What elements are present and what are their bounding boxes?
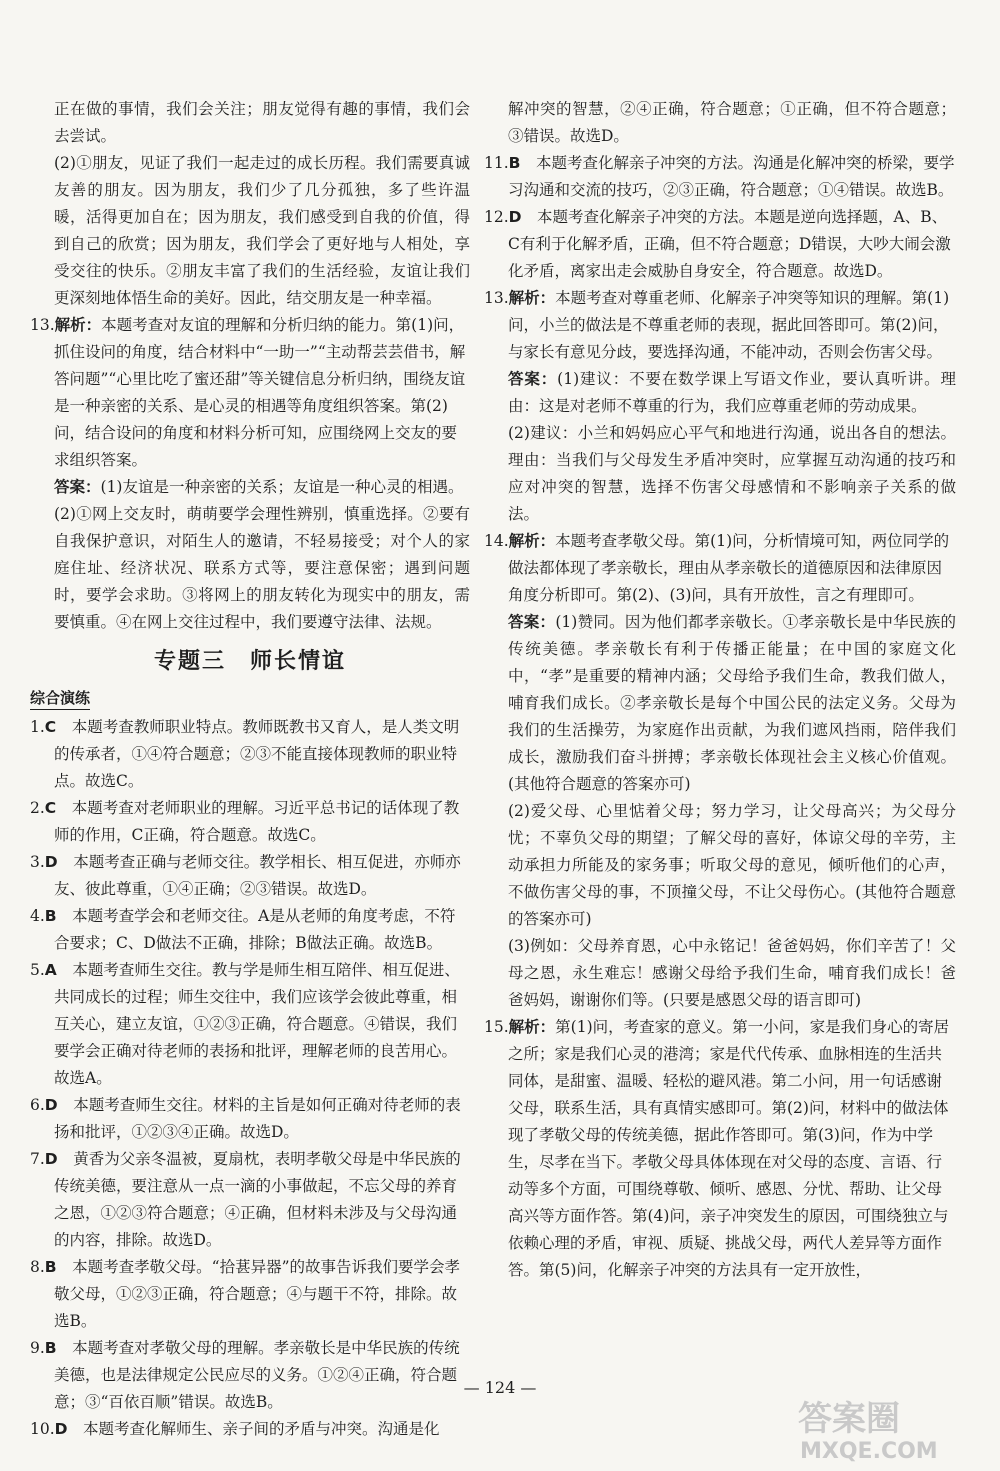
answer-line bbox=[484, 609, 956, 798]
list-item bbox=[30, 1335, 470, 1416]
item-text: 本题考查师生交往。教与学是师生相互陪伴、相互促进、共同成长的过程；师生交往中，我们应该学会彼此尊重，相互关心，建立友谊，①②③正确，符合题意。④错误，我们要学会正确对待老师的表扬和批评，理解老师的良苦用心。故选A。 bbox=[54, 961, 460, 1087]
item-text: 本题考查对老师职业的理解。习近平总书记的话体现了教师的作用，C正确，符合题意。故选C。 bbox=[54, 799, 460, 844]
item-text: 本题考查孝敬父母。“拾葚异器”的故事告诉我们要学会孝敬父母，①②③正确，符合题意；④与题干不符，排除。故选B。 bbox=[54, 1258, 460, 1330]
item-number: 15. bbox=[484, 1018, 509, 1036]
item-option: A bbox=[44, 961, 57, 979]
answer-text: (3)例如：父母养育恩，心中永铭记！爸爸妈妈，你们辛苦了！父母之恩，永生难忘！感谢父母给予我们生命，哺育我们成长！爸爸妈妈，谢谢你们等。(只要是感恩父母的语言即可) bbox=[508, 937, 956, 1009]
list-item bbox=[30, 1146, 470, 1254]
item-option: D bbox=[508, 208, 522, 226]
answer-label: 答案： bbox=[508, 370, 558, 388]
list-item bbox=[30, 714, 470, 795]
item-number: 4. bbox=[30, 907, 45, 925]
answer-label: 答案： bbox=[508, 613, 556, 631]
item-number: 13. bbox=[30, 316, 55, 334]
analysis-label: 解析： bbox=[508, 1018, 556, 1036]
list-item bbox=[30, 957, 470, 1092]
left-column bbox=[30, 96, 470, 1443]
item-number: 13. bbox=[484, 289, 509, 307]
item-text: 黄香为父亲冬温被，夏扇枕，表明孝敬父母是中华民族的传统美德，要注意从一点一滴的小事做起，不忘父母的养育之恩，①②③符合题意；④正确，但材料未涉及与父母沟通的内容，排除。故选D。 bbox=[54, 1150, 461, 1249]
item-number: 6. bbox=[30, 1096, 45, 1114]
item-text: 本题考查师生交往。材料的主旨是如何正确对待老师的表扬和批评，①②③④正确。故选D。 bbox=[54, 1096, 461, 1141]
item-option: C bbox=[44, 718, 57, 736]
item-number: 5. bbox=[30, 961, 45, 979]
answer-text: (2)爱父母、心里惦着父母；努力学习，让父母高兴；为父母分忧；不辜负父母的期望；了解父母的喜好，体谅父母的辛劳，主动承担力所能及的家务事；听取父母的意见，倾听他们的心声，不做伤害父母的事，不顶撞父母，不让父母伤心。(其他符合题意的答案亦可) bbox=[508, 802, 956, 928]
list-item bbox=[30, 849, 470, 903]
analysis-text: 第(1)问，考查家的意义。第一小问，家是我们身心的寄居之所；家是我们心灵的港湾；家是代代传承、血脉相连的生活共同体，是甜蜜、温暖、轻松的避风港。第二小问，用一句话感谢父母，联系生活，具有真情实感即可。第(2)问，材料中的做法体现了孝敬父母的传统美德，据此作答即可。第(3)问，作为中学生，尽孝在当下。孝敬父母具体体现在对父母的态度、言语、行动等多个方面，可围绕尊敬、倾听、感恩、分忧、帮助、让父母高兴等方面作答。第(4)问，亲子冲突发生的原因，可围绕独立与依赖心理的矛盾，审视、质疑、挑战父母，两代人差异等方面作答。第(5)问，化解亲子冲突的方法具有一定开放性， bbox=[508, 1018, 950, 1279]
answer-list bbox=[30, 714, 470, 1443]
list-item bbox=[30, 1416, 470, 1443]
item-number: 14. bbox=[484, 532, 509, 550]
analysis-text: 本题考查对友谊的理解和分析归纳的能力。第(1)问，抓住设问的角度，结合材料中“一助一”“主动帮芸芸借书，解答问题”“心里比吃了蜜还甜”等关键信息分析归纳，围绕友谊是一种亲密的关系、是心灵的相遇等角度组织答案。第(2)问，结合设问的角度和材料分析可知，应围绕网上交友的要求组织答案。 bbox=[54, 316, 466, 469]
paragraph: (2)①朋友，见证了我们一起走过的成长历程。我们需要真诚友善的朋友。因为朋友，我们少了几分孤独，多了些许温暖，活得更加自在；因为朋友，我们感受到自我的价值，得到自己的欣赏；因为朋友，我们学会了更好地与人相处，享受交往的快乐。②朋友丰富了我们的生活经验，友谊让我们更深刻地体悟生命的美好。因此，结交朋友是一种幸福。 bbox=[54, 154, 470, 307]
list-item bbox=[484, 204, 956, 285]
answer-line bbox=[30, 474, 470, 501]
item-option: C bbox=[44, 799, 57, 817]
answer-item-14 bbox=[484, 528, 956, 609]
section-heading: 专题三 师长情谊 bbox=[153, 649, 346, 674]
answer-text: (2)①网上交友时，萌萌要学会理性辨别，慎重选择。②要有自我保护意识，对陌生人的邀请，不轻易接受；对个人的家庭住址、经济状况、联系方式等，要注意保密；遇到问题时，要学会求助。③将网上的朋友转化为现实中的朋友，需要慎重。④在网上交往过程中，我们要遵守法律、法规。 bbox=[54, 505, 470, 631]
answer-item-15 bbox=[484, 1014, 956, 1284]
analysis-text: 本题考查对尊重老师、化解亲子冲突等知识的理解。第(1)问，小兰的做法是不尊重老师的表现，据此回答即可。第(2)问，与家长有意见分歧，要选择沟通，不能冲动，否则会伤害父母。 bbox=[508, 289, 950, 361]
answer-item-13 bbox=[484, 285, 956, 366]
item-text: 本题考查化解亲子冲突的方法。沟通是化解冲突的桥梁，要学习沟通和交流的技巧，②③正确，符合题意；①④错误。故选B。 bbox=[508, 154, 955, 199]
paragraph: 解冲突的智慧，②④正确，符合题意；①正确，但不符合题意；③错误。故选D。 bbox=[508, 100, 956, 145]
answer-text: (1)友谊是一种亲密的关系；友谊是一种心灵的相遇。 bbox=[100, 478, 464, 496]
page-number: — 124 — bbox=[463, 1378, 537, 1397]
list-item bbox=[30, 1254, 470, 1335]
watermark-url: MXQE.COM bbox=[800, 1439, 938, 1464]
answer-text: (2)建议：小兰和妈妈应心平气和地进行沟通，说出各自的想法。理由：当我们与父母发生矛盾冲突时，应掌握互动沟通的技巧和应对冲突的智慧，选择不伤害父母感情和不影响亲子关系的做法。 bbox=[508, 424, 956, 523]
list-item bbox=[30, 903, 470, 957]
item-option: B bbox=[44, 1339, 57, 1357]
item-number: 8. bbox=[30, 1258, 45, 1276]
answer-label: 答案： bbox=[54, 478, 101, 496]
item-number: 7. bbox=[30, 1150, 45, 1168]
item-option: B bbox=[508, 154, 521, 172]
item-text: 本题考查教师职业特点。教师既教书又育人，是人类文明的传承者，①④符合题意；②③不能直接体现教师的职业特点。故选C。 bbox=[54, 718, 460, 790]
item-text: 本题考查学会和老师交往。A是从老师的角度考虑，不符合要求；C、D做法不正确，排除；B做法正确。故选B。 bbox=[54, 907, 456, 952]
watermark-text: 答案圈 bbox=[798, 1399, 900, 1439]
list-item bbox=[30, 1092, 470, 1146]
item-text: 本题考查化解师生、亲子间的矛盾与冲突。沟通是化 bbox=[83, 1420, 440, 1438]
item-number: 12. bbox=[484, 208, 509, 226]
answer-item-13 bbox=[30, 312, 470, 474]
analysis-label: 解析： bbox=[54, 316, 102, 334]
item-number: 3. bbox=[30, 853, 45, 871]
item-option: D bbox=[44, 853, 58, 871]
item-option: D bbox=[44, 1096, 58, 1114]
item-option: D bbox=[44, 1150, 58, 1168]
analysis-label: 解析： bbox=[508, 289, 556, 307]
item-number: 9. bbox=[30, 1339, 45, 1357]
item-number: 11. bbox=[484, 154, 509, 172]
item-number: 1. bbox=[30, 718, 45, 736]
item-number: 2. bbox=[30, 799, 45, 817]
answer-text: (1)赞同。因为他们都孝亲敬长。①孝亲敬长是中华民族的传统美德。孝亲敬长有利于传播正能量；在中国的家庭文化中，“孝”是重要的精神内涵；父母给予我们生命，教我们做人，哺育我们成长。②孝亲敬长是每个中国公民的法定义务。父母为我们的生活操劳，为家庭作出贡献，为我们遮风挡雨，陪伴我们成长，激励我们奋斗拼搏；孝亲敬长体现社会主义核心价值观。(其他符合题意的答案亦可) bbox=[508, 613, 956, 793]
right-column bbox=[484, 96, 956, 1284]
item-number: 10. bbox=[30, 1420, 55, 1438]
item-option: B bbox=[44, 907, 57, 925]
item-text: 本题考查正确与老师交往。教学相长、相互促进，亦师亦友、彼此尊重，①④正确；②③错误。故选D。 bbox=[54, 853, 461, 898]
item-text: 本题考查化解亲子冲突的方法。本题是逆向选择题，A、B、C有利于化解矛盾，正确，但不符合题意；D错误，大吵大闹会激化矛盾，离家出走会威胁自身安全，符合题意。故选D。 bbox=[508, 208, 951, 280]
item-text: 本题考查对孝敬父母的理解。孝亲敬长是中华民族的传统美德，也是法律规定公民应尽的义务。①②④正确，符合题意；③“百依百顺”错误。故选B。 bbox=[54, 1339, 460, 1411]
list-item bbox=[30, 795, 470, 849]
watermark-logo bbox=[792, 1392, 982, 1464]
answer-text: (1)建议：不要在数学课上写语文作业，要认真听讲。理由：这是对老师不尊重的行为，我们应尊重老师的劳动成果。 bbox=[508, 370, 956, 415]
paragraph: 正在做的事情，我们会关注；朋友觉得有趣的事情，我们会去尝试。 bbox=[54, 100, 470, 145]
item-option: B bbox=[44, 1258, 57, 1276]
analysis-text: 本题考查孝敬父母。第(1)问，分析情境可知，两位同学的做法都体现了孝亲敬长，理由从孝亲敬长的道德原因和法律原因角度分析即可。第(2)、(3)问，具有开放性，言之有理即可。 bbox=[508, 532, 950, 604]
list-item bbox=[484, 150, 956, 204]
item-option: D bbox=[54, 1420, 68, 1438]
section-subheading: 综合演练 bbox=[30, 687, 90, 710]
answer-line bbox=[484, 366, 956, 420]
analysis-label: 解析： bbox=[508, 532, 556, 550]
